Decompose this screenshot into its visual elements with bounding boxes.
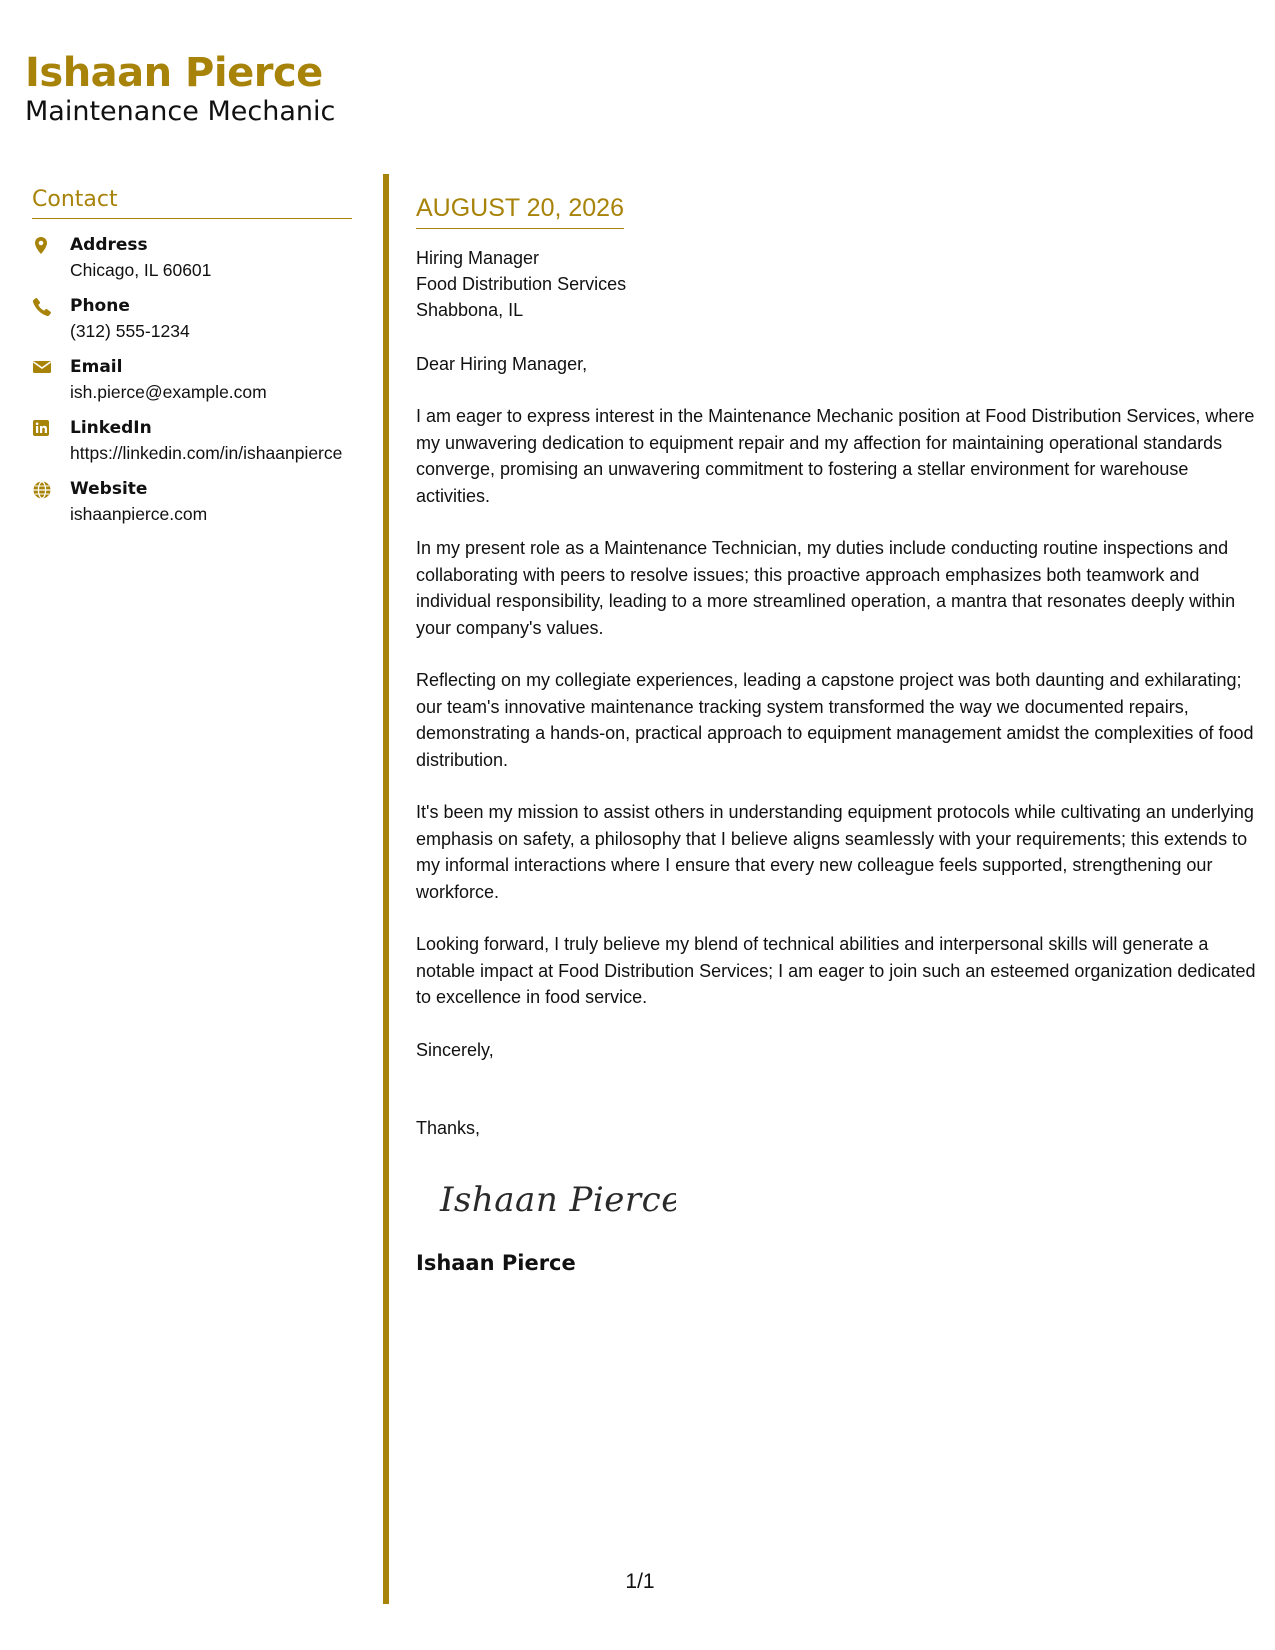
page-number: 1/1 (625, 1570, 655, 1593)
map-pin-icon (32, 233, 70, 283)
contact-sidebar (32, 186, 352, 538)
contact-item-linkedin (32, 416, 352, 466)
website-value[interactable]: ishaanpierce.com (70, 504, 208, 524)
contact-item-phone (32, 294, 352, 344)
thanks-line: Thanks, (416, 1117, 481, 1138)
letter-body (416, 192, 1256, 1275)
signer-name: Ishaan Pierce (416, 1250, 576, 1275)
phone-label: Phone (70, 296, 130, 316)
job-title: Maintenance Mechanic (25, 96, 336, 127)
body-paragraph: Reflecting on my collegiate experiences, leading a capstone project was both daunting and exhilarating; our team's innovative maintenance tracking system transformed the way we documented repairs, demonstrating a hands-on, practical approach to equipment management amidst the complexities of food distribution. (416, 670, 1254, 770)
linkedin-label: LinkedIn (70, 418, 152, 438)
email-label: Email (70, 357, 123, 377)
date-block (416, 192, 624, 229)
letter-header (25, 46, 335, 128)
envelope-icon (32, 355, 70, 405)
letter-date: AUGUST 20, 2026 (416, 194, 624, 222)
linkedin-value[interactable]: https://linkedin.com/in/ishaanpierce (70, 443, 343, 463)
recipient-title: Hiring Manager (416, 248, 540, 268)
salutation: Dear Hiring Manager, (416, 354, 588, 374)
closing: Sincerely, (416, 1039, 494, 1060)
body-paragraph: It's been my mission to assist others in understanding equipment protocols while cultivating an underlying emphasis on safety, a philosophy that I believe aligns seamlessly with your requirements; this extends to my informal interactions where I ensure that every new colleague feels supported, strengthening our workforce. (416, 802, 1254, 902)
phone-value: (312) 555-1234 (70, 321, 190, 341)
address-value: Chicago, IL 60601 (70, 260, 212, 280)
address-label: Address (70, 235, 148, 255)
body-paragraph: I am eager to express interest in the Maintenance Mechanic position at Food Distribution Services, where my unwavering dedication to equipment repair and my affection for maintaining operational standards converge, promising an unwavering commitment to fostering a stellar environment for warehouse activities. (416, 406, 1255, 506)
handwritten-signature (436, 1169, 1256, 1229)
contact-item-email (32, 355, 352, 405)
email-value: ish.pierce@example.com (70, 382, 267, 402)
vertical-divider (383, 174, 389, 1604)
body-paragraph: Looking forward, I truly believe my blend of technical abilities and interpersonal skills will generate a notable impact at Food Distribution Services; I am eager to join such an esteemed organization dedicated to excellence in food service. (416, 934, 1256, 1007)
contact-heading: Contact (32, 186, 352, 219)
globe-icon (32, 477, 70, 527)
website-label: Website (70, 479, 148, 499)
linkedin-icon (32, 416, 70, 466)
recipient-block (416, 245, 1256, 323)
phone-icon (32, 294, 70, 344)
recipient-company: Food Distribution Services (416, 274, 627, 294)
contact-item-address (32, 233, 352, 283)
contact-item-website (32, 477, 352, 527)
signature-text: Ishaan Pierce (440, 1179, 676, 1220)
body-paragraph: In my present role as a Maintenance Technician, my duties include conducting routine inspections and collaborating with peers to resolve issues; this proactive approach emphasizes both teamwork and individual responsibility, leading to a more streamlined operation, a mantra that resonates deeply within your company's values. (416, 538, 1236, 638)
recipient-location: Shabbona, IL (416, 300, 524, 320)
applicant-name: Ishaan Pierce (25, 50, 323, 96)
